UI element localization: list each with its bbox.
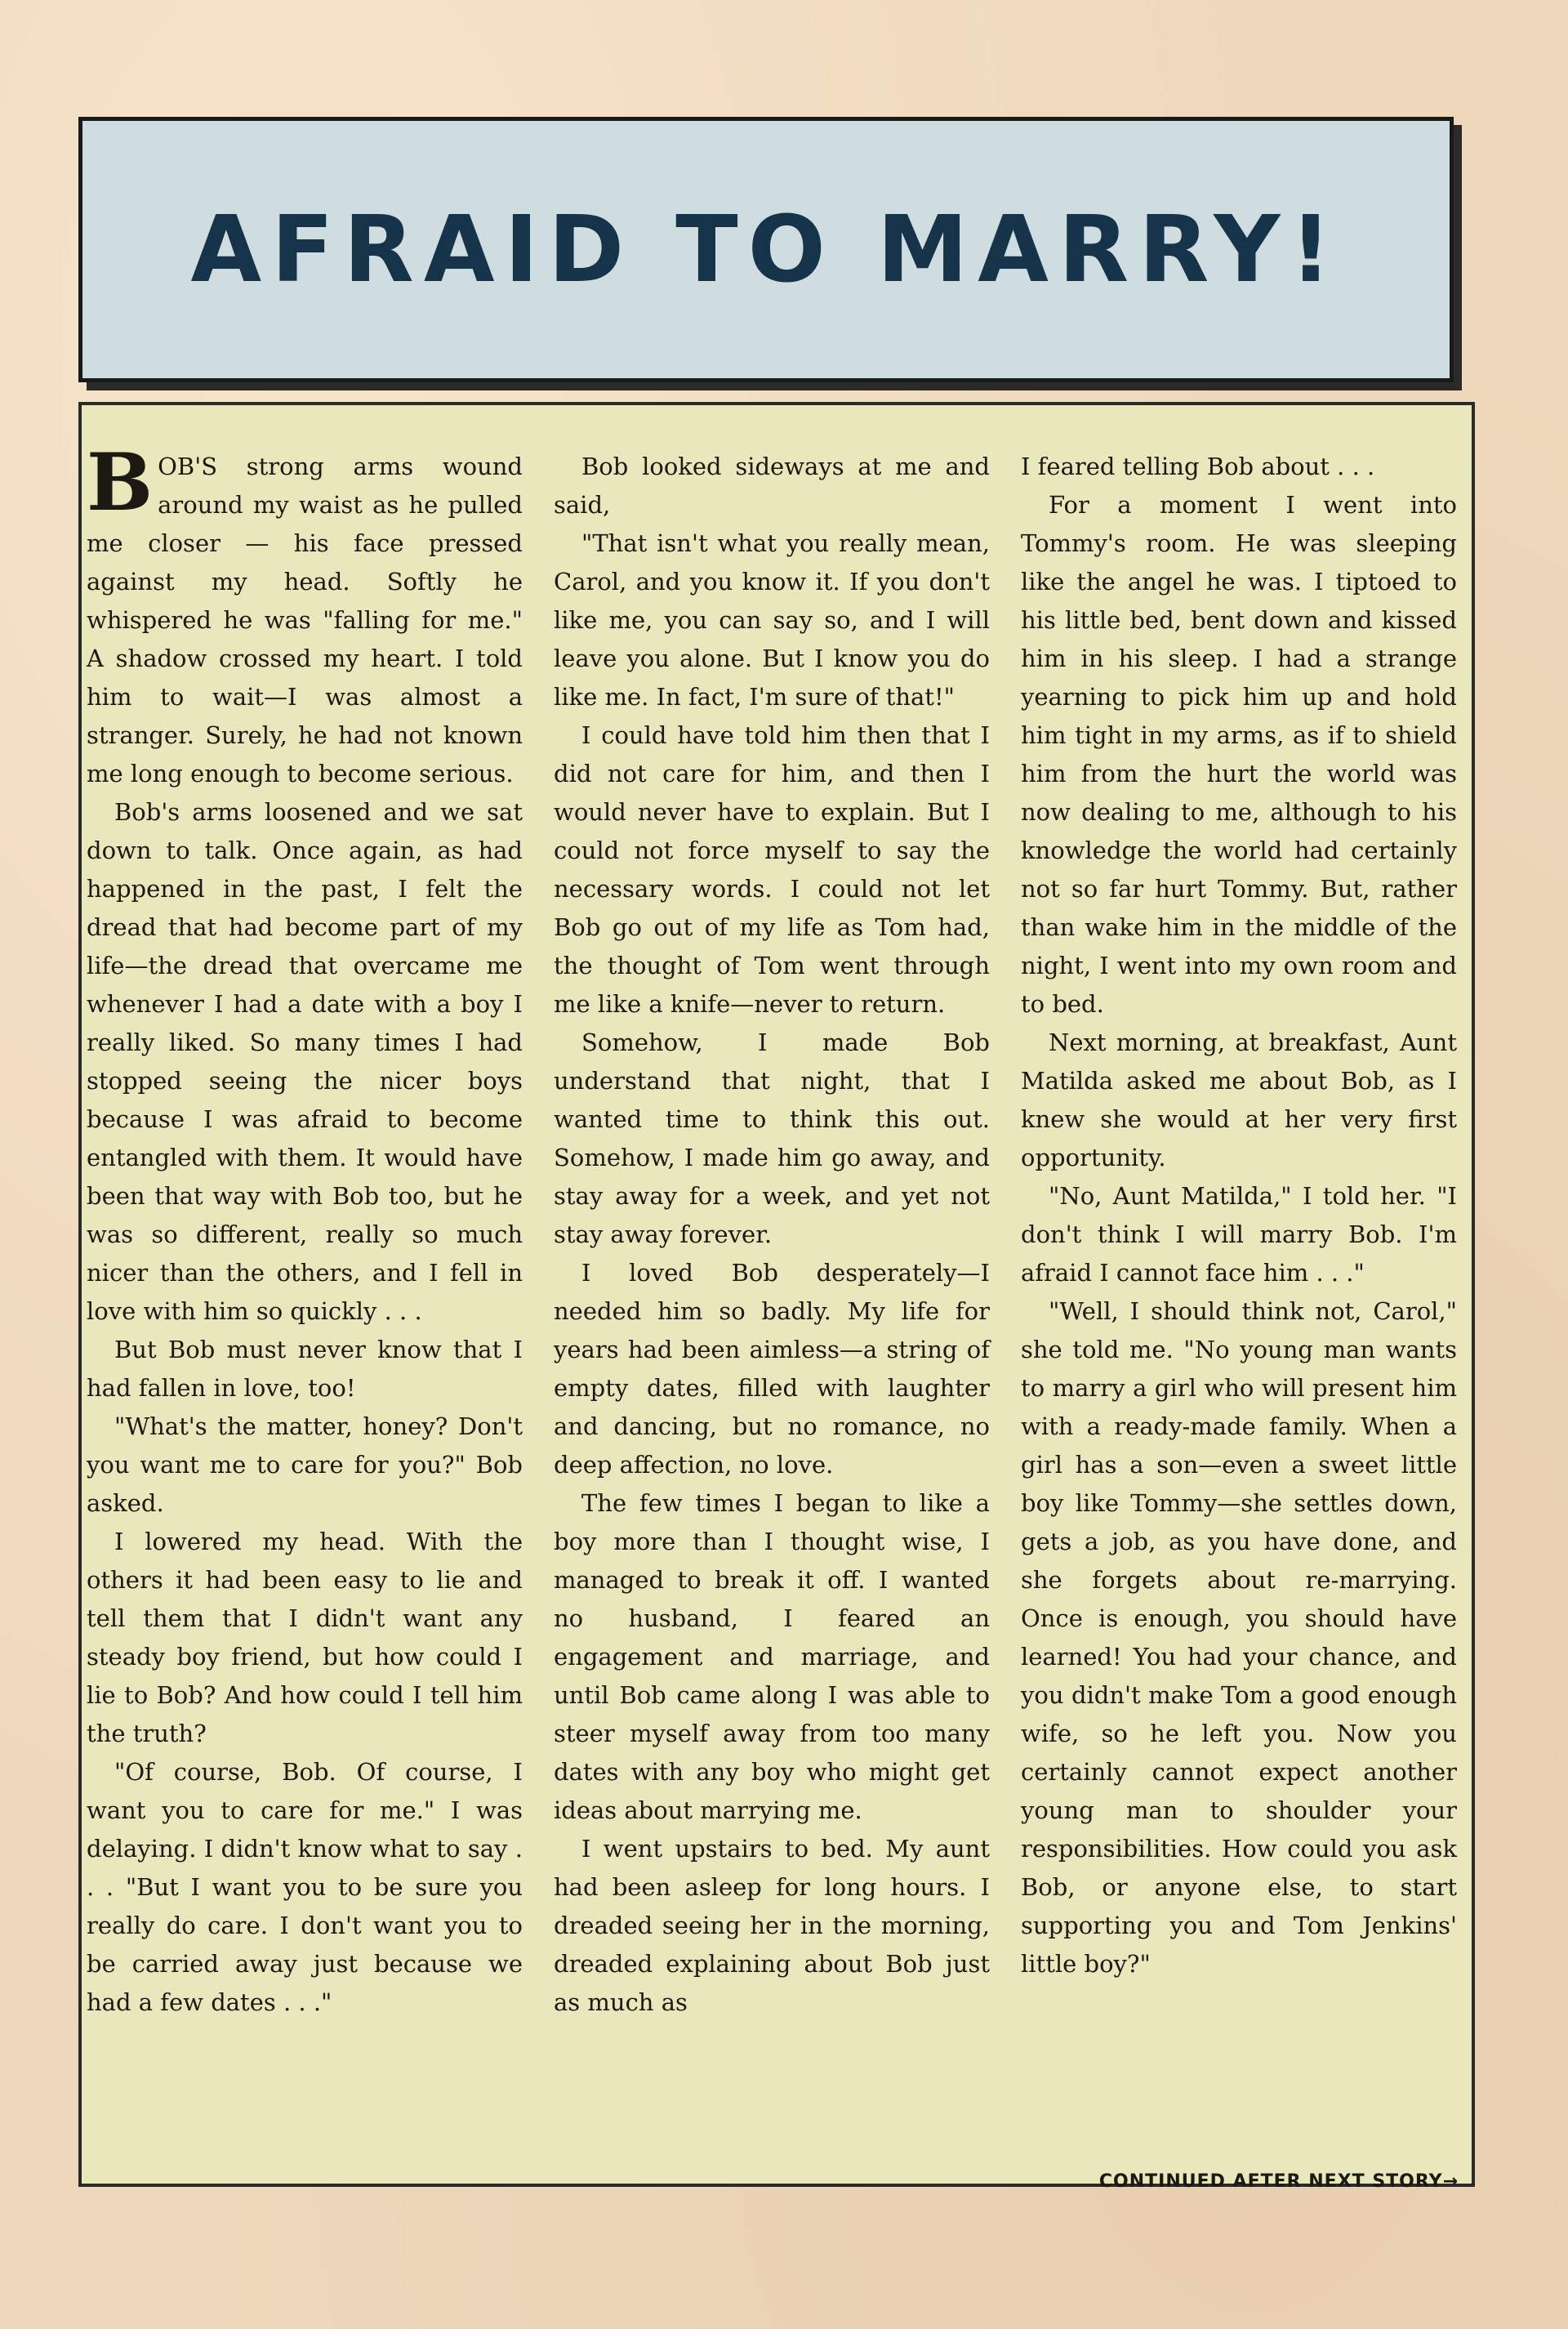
paragraph: I could have told him then that I did not care for him, and then I would never have to explain. But I could not force myself to say the necessary words. I could not let Bob go out of my life as Tom had, the thought of Tom went through me like a knife—never to return. xyxy=(554,721,990,1018)
text-column-3 xyxy=(1021,448,1457,1983)
paragraph: "Well, I should think not, Carol," she told me. "No young man wants to marry a girl who will present him with a ready-made family. When a girl has a son—even a sweet little boy like Tommy—she settles down, gets a job, as you have done, and she forgets about re-marrying. Once is enough, you should have learned! You had your chance, and you didn't make Tom a good enough wife, so he left you. Now you certainly cannot expect another young man to shoulder your responsibilities. How could you ask Bob, or anyone else, to start supporting you and Tom Jenkins' little boy?" xyxy=(1021,1297,1457,1978)
drop-cap: B xyxy=(87,436,154,529)
continued-note xyxy=(1099,2171,1459,2192)
paragraph: I feared telling Bob about . . . xyxy=(1021,453,1375,480)
arrow-icon: → xyxy=(1442,2171,1459,2192)
paragraph: I went upstairs to bed. My aunt had been asleep for long hours. I dreaded seeing her in the morning, dreaded explaining about Bob just as much as xyxy=(554,1835,990,2016)
paragraph: I lowered my head. With the others it had been easy to lie and tell them that I didn't want any steady boy friend, but how could I lie to Bob? And how could I tell him the truth? xyxy=(87,1528,523,1747)
story-panel xyxy=(78,402,1475,2187)
paragraph xyxy=(87,436,523,793)
text-column-2 xyxy=(554,448,990,2022)
paragraph: Somehow, I made Bob understand that night, that I wanted time to think this out. Somehow, I made him go away, and stay away for a week, and yet not stay away forever. xyxy=(554,1028,990,1248)
paragraph: "Of course, Bob. Of course, I want you to care for me." I was delaying. I didn't know what to say . . . "But I want you to be sure you really do care. I don't want you to be carried away just because we had a few dates . . ." xyxy=(87,1758,523,2016)
paragraph: "No, Aunt Matilda," I told her. "I don't think I will marry Bob. I'm afraid I cannot face him . . ." xyxy=(1021,1182,1457,1287)
title-banner xyxy=(78,117,1454,382)
paragraph: But Bob must never know that I had fallen in love, too! xyxy=(87,1336,523,1402)
paragraph: The few times I began to like a boy more than I thought wise, I managed to break it off. I wanted no husband, I feared an engagement and marriage, and until Bob came along I was able to steer myself away from too many dates with any boy who might get ideas about marrying me. xyxy=(554,1489,990,1824)
story-title: AFRAID TO MARRY! xyxy=(190,196,1342,303)
paragraph: "That isn't what you really mean, Carol, and you know it. If you don't like me, you can say so, and I will leave you alone. But I know you do like me. In fact, I'm sure of that!" xyxy=(554,529,990,711)
paragraph-text: OB'S strong arms wound around my waist as he pulled me closer — his face pressed against my head. Softly he whispered he was "falling for me." A shadow crossed my heart. I told him to wait—I was almost a stranger. Surely, he had not known me long enough to become serious. xyxy=(87,453,523,787)
text-column-1 xyxy=(87,436,523,2022)
paragraph: "What's the matter, honey? Don't you want me to care for you?" Bob asked. xyxy=(87,1412,523,1517)
paragraph: Bob looked sideways at me and said, xyxy=(554,453,990,519)
paragraph: I loved Bob desperately—I needed him so badly. My life for years had been aimless—a string of empty dates, filled with laughter and dancing, but no romance, no deep affection, no love. xyxy=(554,1259,990,1479)
paragraph: For a moment I went into Tommy's room. He was sleeping like the angel he was. I tiptoed to his little bed, bent down and kissed him in his sleep. I had a strange yearning to pick him up and hold him tight in my arms, as if to shield him from the hurt the world was now dealing to me, although to his knowledge the world had certainly not so far hurt Tommy. But, rather than wake him in the middle of the night, I went into my own room and to bed. xyxy=(1021,491,1457,1018)
continued-text: CONTINUED AFTER NEXT STORY xyxy=(1098,2171,1443,2192)
paragraph: Bob's arms loosened and we sat down to talk. Once again, as had happened in the past, I felt the dread that had become part of my life—the dread that overcame me whenever I had a date with a boy I really liked. So many times I had stopped seeing the nicer boys because I was afraid to become entangled with them. It would have been that way with Bob too, but he was so different, really so much nicer than the others, and I fell in love with him so quickly . . . xyxy=(87,798,523,1325)
paragraph: Next morning, at breakfast, Aunt Matilda asked me about Bob, as I knew she would at her very first opportunity. xyxy=(1021,1028,1457,1171)
